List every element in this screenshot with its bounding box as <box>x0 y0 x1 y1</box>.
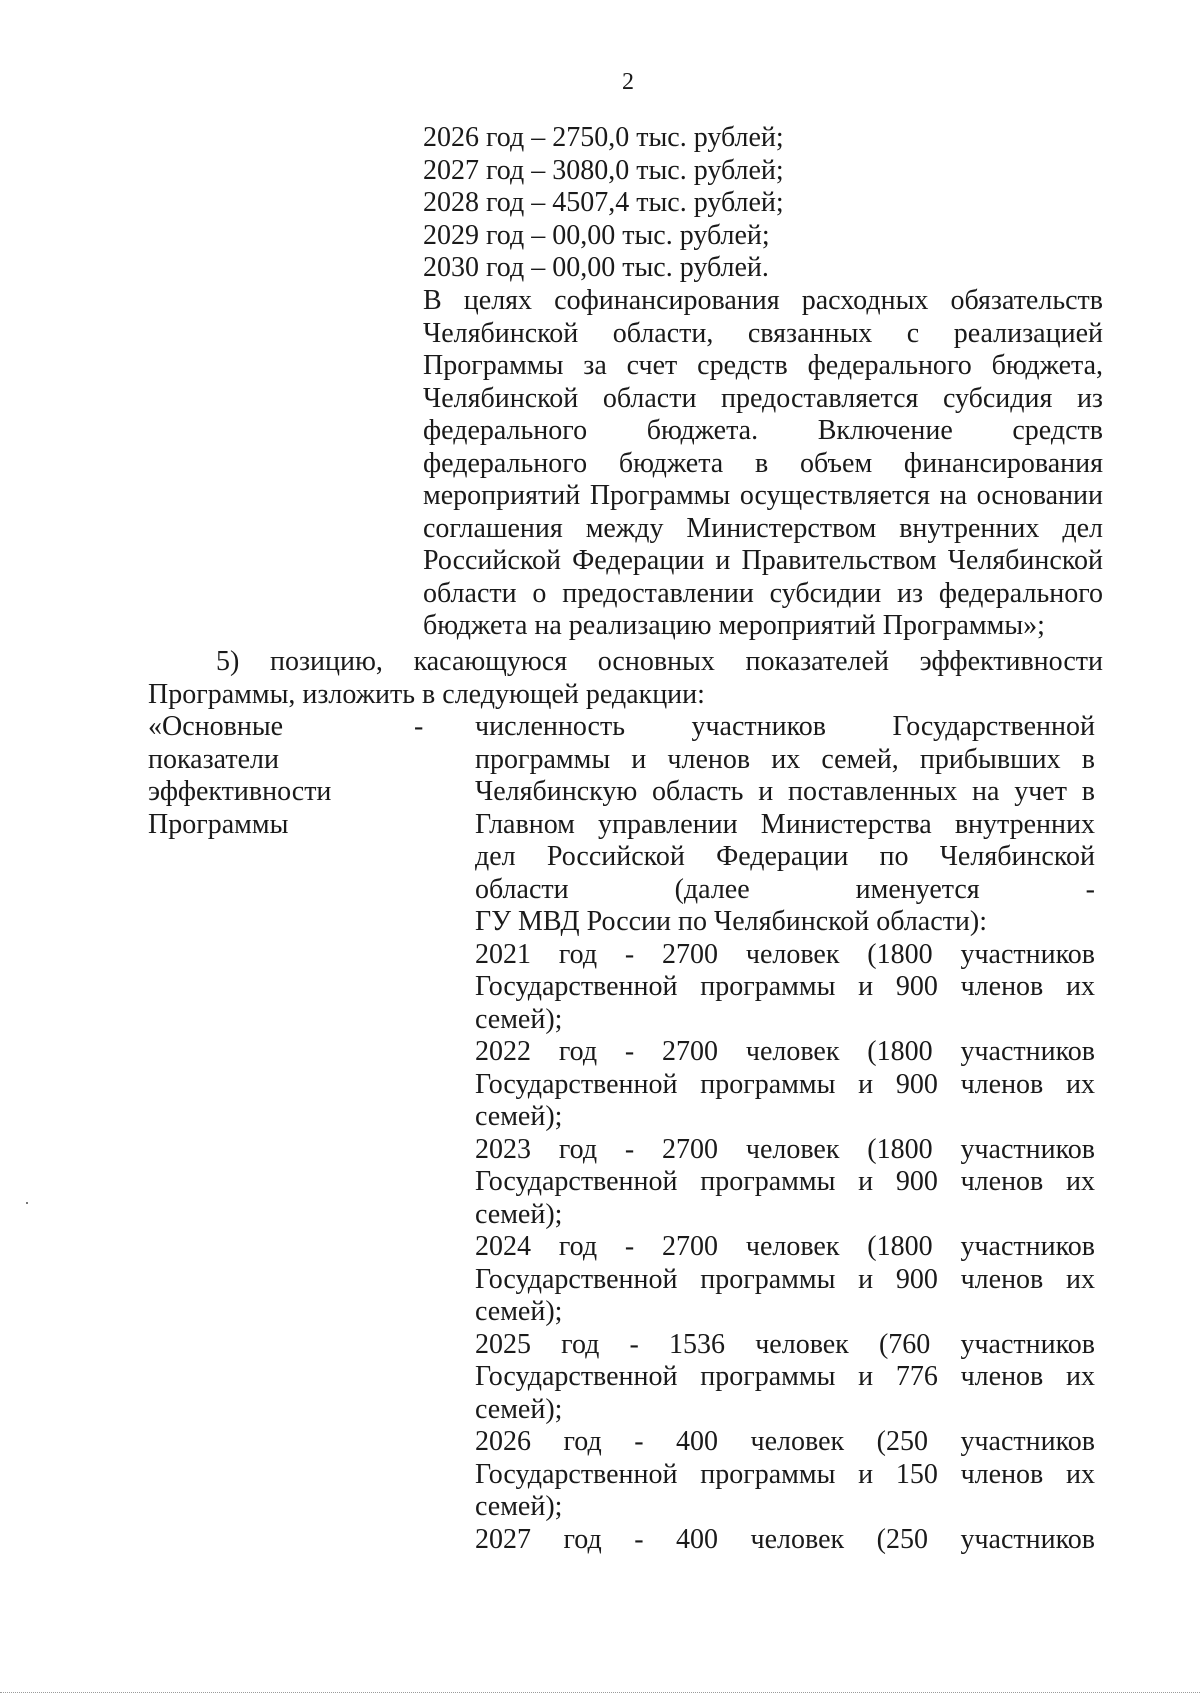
cofinancing-line: Челябинской области предоставляется субсидия из <box>423 382 1103 414</box>
indicator-line: 2027 год - 400 человек (250 участников <box>475 1523 1095 1555</box>
item-5-paragraph <box>148 646 1103 711</box>
indicator-line: семей); <box>475 1491 563 1522</box>
indicator-line: семей); <box>475 1101 563 1132</box>
indicators-label-line: эффективности <box>148 776 332 807</box>
indicator-line: семей); <box>475 1003 563 1035</box>
funding-amount-line: 2027 год – 3080,0 тыс. рублей; <box>423 154 784 186</box>
cofinancing-line: В целях софинансирования расходных обязательств <box>423 285 1103 316</box>
indicator-line: Главном управлении Министерства внутренних <box>475 808 1095 840</box>
indicator-line: дел Российской Федерации по Челябинской <box>475 841 1095 872</box>
scan-speck <box>26 1202 28 1204</box>
indicators-label-line: показатели <box>148 743 279 775</box>
indicator-line: численность участников Государственной <box>475 711 1095 742</box>
item-5-first-line: 5) позицию, касающуюся основных показателей эффективности <box>216 646 1103 677</box>
page-number: 2 <box>622 69 634 95</box>
cofinancing-line: федерального бюджета. Включение средств <box>423 415 1103 446</box>
indicators-value <box>475 711 1095 1556</box>
indicators-dash: - <box>414 711 424 742</box>
indicator-line: семей); <box>475 1393 563 1425</box>
cofinancing-line: бюджета на реализацию мероприятий Программы»; <box>423 610 1045 641</box>
cofinancing-line: мероприятий Программы осуществляется на основании <box>423 480 1103 511</box>
cofinancing-paragraph <box>423 285 1103 643</box>
indicator-line: Государственной программы и 900 членов их <box>475 1068 1095 1100</box>
funding-amounts-list <box>423 122 1103 285</box>
funding-amount-line: 2030 год – 00,00 тыс. рублей. <box>423 252 769 283</box>
cofinancing-line: Программы за счет средств федерального бюджета, <box>423 350 1103 381</box>
indicators-label-line: «Основные <box>148 711 284 742</box>
cofinancing-line: федерального бюджета в объем финансирования <box>423 447 1103 479</box>
indicator-line: Государственной программы и 900 членов их <box>475 1166 1095 1197</box>
indicator-line: Государственной программы и 150 членов их <box>475 1458 1095 1490</box>
indicator-line: 2024 год - 2700 человек (1800 участников <box>475 1231 1095 1262</box>
indicator-line: 2021 год - 2700 человек (1800 участников <box>475 938 1095 970</box>
indicators-label <box>148 711 348 841</box>
cofinancing-line: области о предоставлении субсидии из федерального <box>423 577 1103 609</box>
indicator-line: Государственной программы и 900 членов их <box>475 1263 1095 1295</box>
indicator-line: семей); <box>475 1198 563 1230</box>
bottom-scan-edge <box>0 1692 1200 1693</box>
indicator-line: Челябинскую область и поставленных на учет в <box>475 776 1095 807</box>
funding-amount-line: 2028 год – 4507,4 тыс. рублей; <box>423 187 784 218</box>
cofinancing-line: Российской Федерации и Правительством Челябинской <box>423 545 1103 576</box>
cofinancing-line: соглашения между Министерством внутренних дел <box>423 512 1103 544</box>
indicator-line: Государственной программы и 900 членов их <box>475 971 1095 1002</box>
indicator-line: области (далее именуется - <box>475 873 1095 905</box>
funding-amount-line: 2026 год – 2750,0 тыс. рублей; <box>423 122 784 153</box>
indicator-line: Государственной программы и 776 членов их <box>475 1361 1095 1392</box>
indicators-label-line: Программы <box>148 808 289 840</box>
indicator-line: 2022 год - 2700 человек (1800 участников <box>475 1036 1095 1067</box>
cofinancing-line: Челябинской области, связанных с реализацией <box>423 317 1103 349</box>
item-5-second-line: Программы, изложить в следующей редакции: <box>148 678 705 710</box>
indicator-line: ГУ МВД России по Челябинской области): <box>475 906 987 937</box>
indicator-line: 2026 год - 400 человек (250 участников <box>475 1426 1095 1457</box>
indicator-line: 2023 год - 2700 человек (1800 участников <box>475 1133 1095 1165</box>
funding-amount-line: 2029 год – 00,00 тыс. рублей; <box>423 219 770 251</box>
indicator-line: программы и членов их семей, прибывших в <box>475 743 1095 775</box>
indicator-line: семей); <box>475 1296 563 1327</box>
indicator-line: 2025 год - 1536 человек (760 участников <box>475 1328 1095 1360</box>
